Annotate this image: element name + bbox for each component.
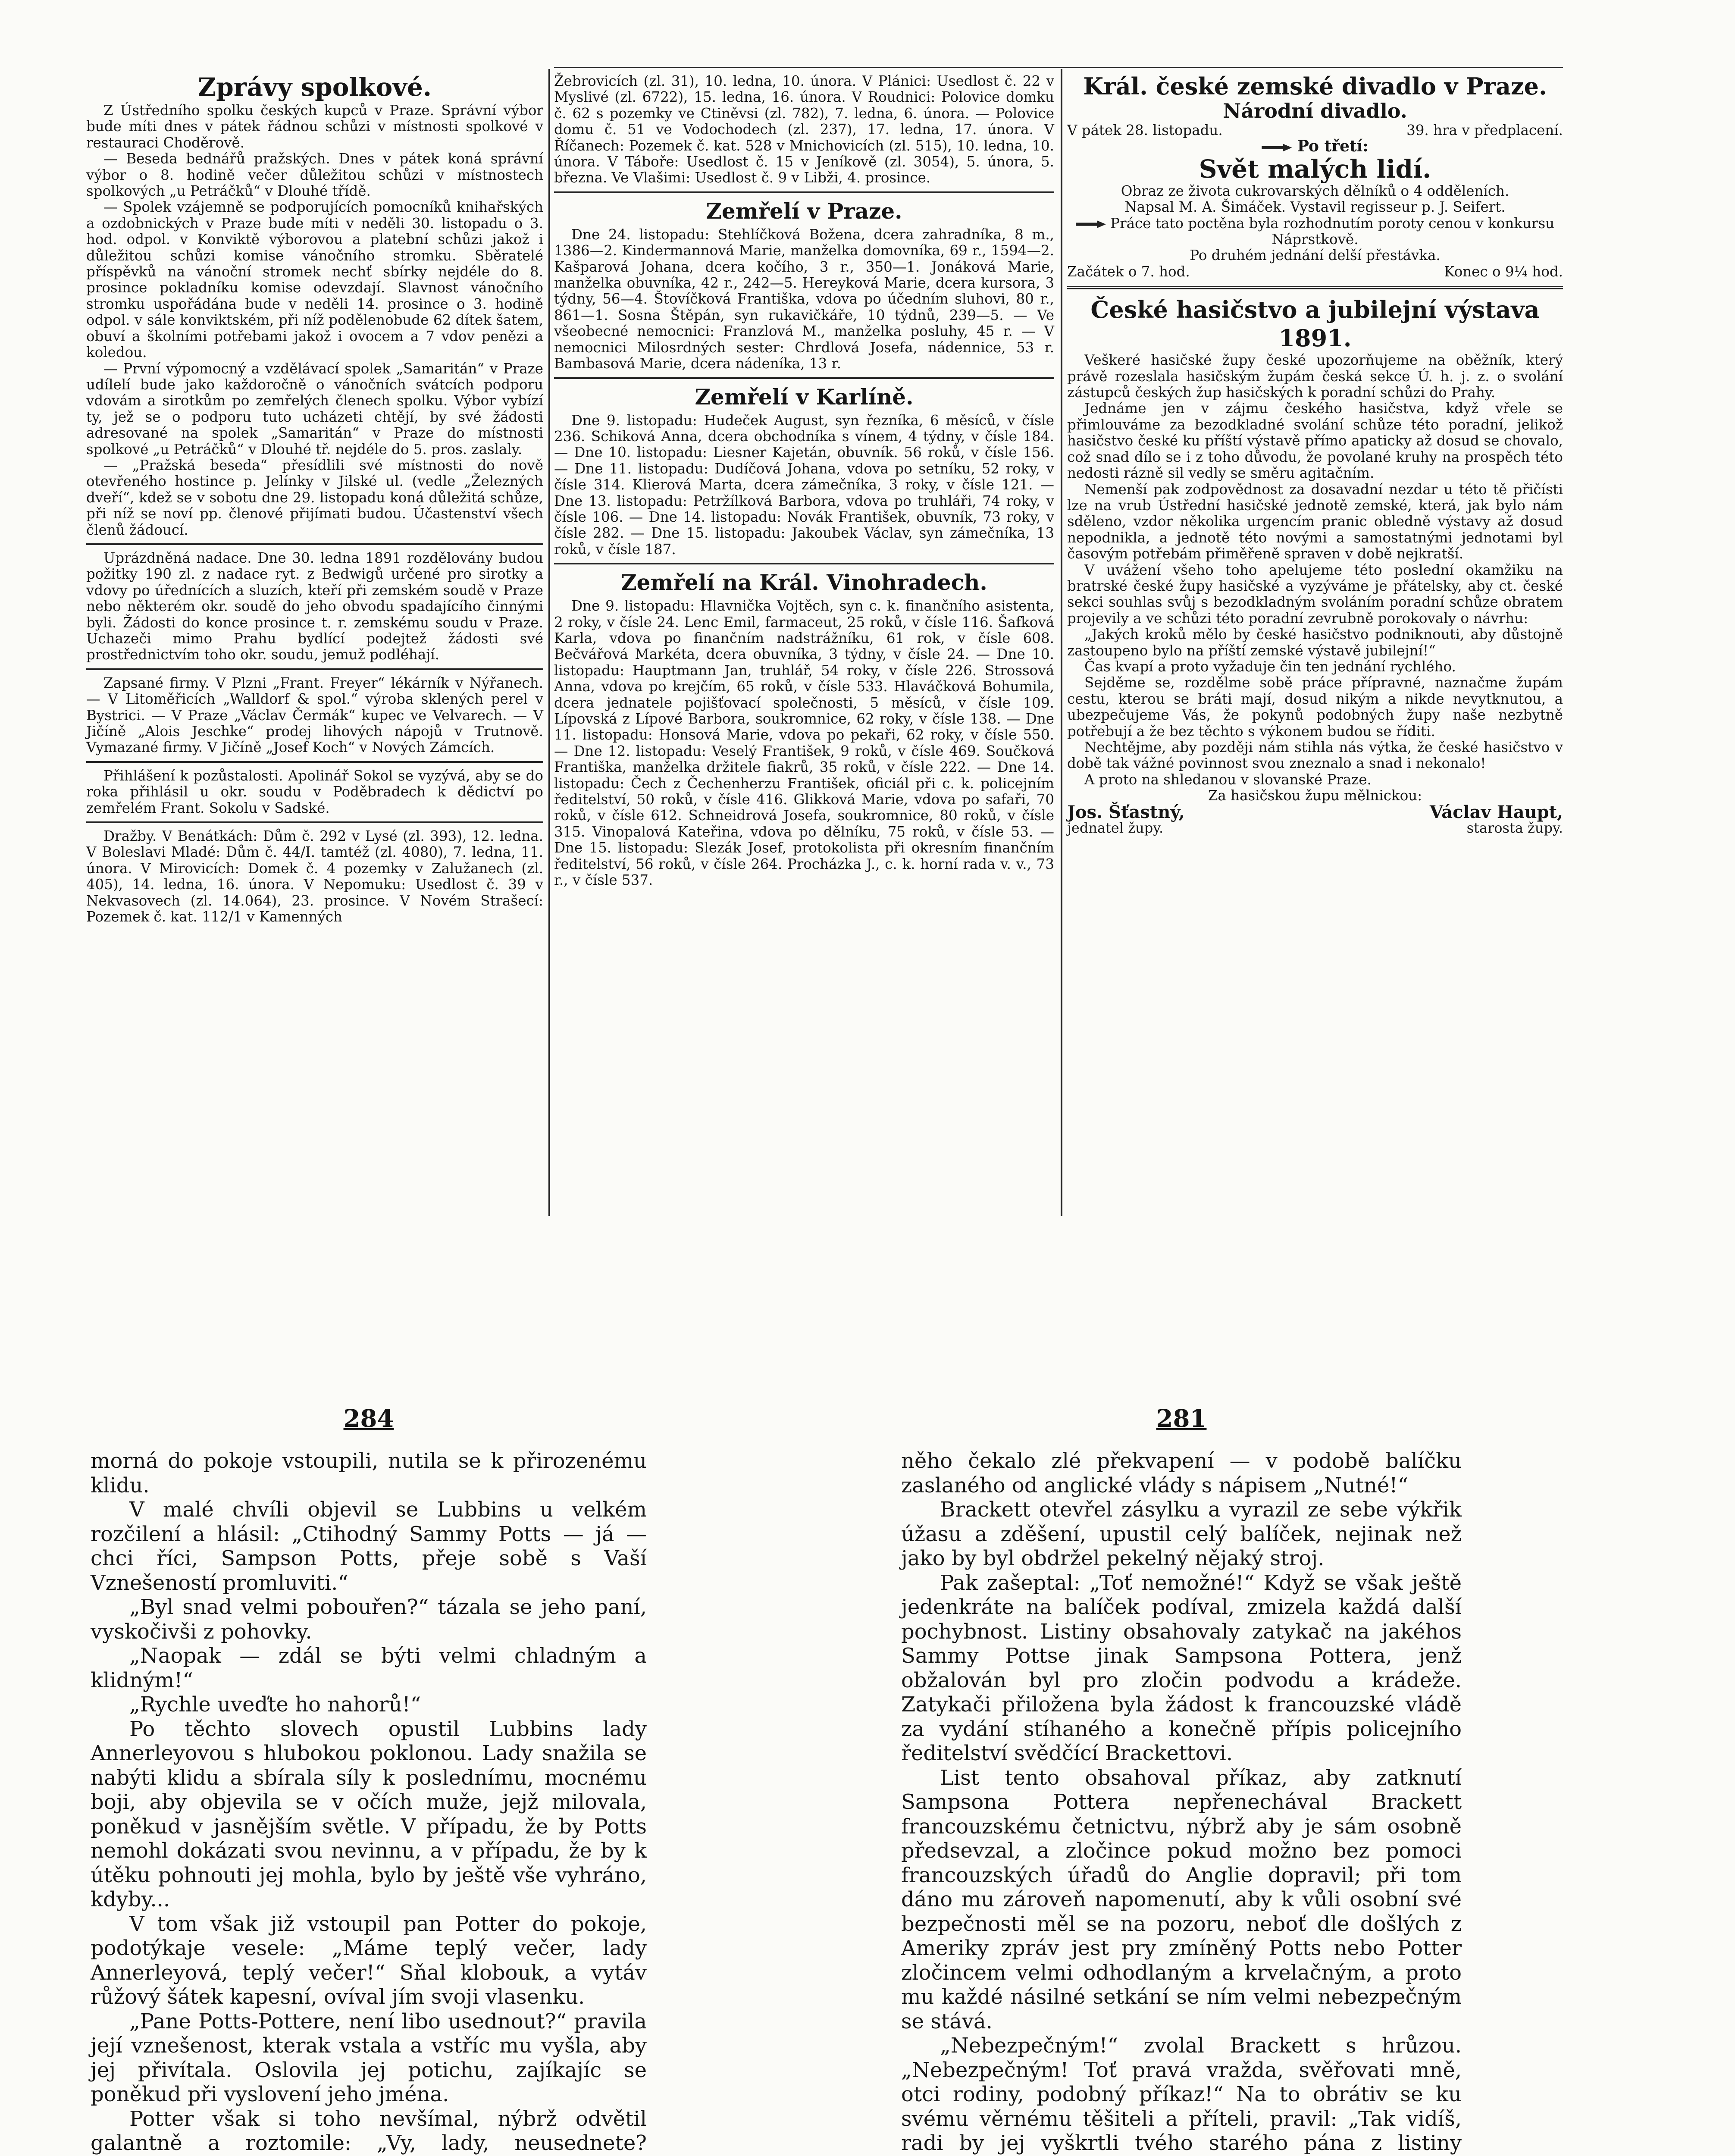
signature-role: starosta župy. <box>1466 820 1563 837</box>
heading-zemreli-karlin: Zemřelí v Karlíně. <box>695 384 914 410</box>
divider <box>86 821 543 823</box>
article-paragraph: Nemenší pak zodpovědnost za dosavadní nezdar u této tě přičísti lze na vrub Ústřední hasičské jednotě zemské, která, jak bylo nám sděleno, vzdor několika urgencím pranic obledně výstavy až dosud nepodnikla, a jednotě této novými a samostatnými jednotami byl časovým potřebám přiměřeně spraven v době nejkratší. <box>1067 481 1563 562</box>
article-paragraph: — Beseda bednářů pražských. Dnes v pátek koná správní výbor o 8. hodině večer důležitou schůzi v místnostech spolkových „u Petráčků“ v Dlouhé třídě. <box>86 150 543 200</box>
article-paragraph: Uprázdněná nadace. Dne 30. ledna 1891 rozdělovány budou požitky 190 zl. z nadace ryt. z Bedwigů určené pro sirotky a vdovy po úřednících a sluzích, kteří při zemském soudě v Praze nebo některém okr. soudě do jeho obvodu spadajícího činnými byli. Žádosti do konce prosince t. r. zemskému soudu v Praze. Uchazeči mimo Prahu bydlící podejtež žádosti své prostřednictvím toho okr. soudu, jemuž podléhají. <box>86 549 543 663</box>
theatre-subtitle: Národní divadlo. <box>1223 99 1407 122</box>
signature-name: Václav Haupt, <box>1429 802 1563 822</box>
divider <box>1067 286 1563 289</box>
start-time: Začátek o 7. hod. <box>1067 263 1190 280</box>
article-paragraph: „Jakých kroků mělo by české hasičstvo podniknouti, aby důstojně zastoupeno bylo na příští zemské výstavě jubilejní!“ <box>1067 626 1563 659</box>
page-number: 284 <box>343 1404 394 1433</box>
performance-date-row <box>1067 122 1563 138</box>
run-label: Po třetí: <box>1297 137 1369 156</box>
signatures <box>1067 804 1563 820</box>
novel-paragraph: List tento obsahoval příkaz, aby zatknutí Sampsona Pottera nepřenechával Brackett francouzskému četnictvu, nýbrž aby je sám osobně předsevzal, a zločince pokud možno bez pomoci francouzských úřadů do Anglie dopravil; při tom dáno mu zároveň napomenutí, aby k vůli osobní své bezpečnosti měl se na pozoru, neboť dle došlých z Ameriky zpráv jest pry zmíněný Potts nebo Potter zločincem velmi odhodlaným a krvelačným, a proto mu každé násilné setkání se ním velmi nebezpečným se stává. <box>901 1765 1462 2034</box>
pointing-hand-icon <box>1262 144 1292 151</box>
novel-paragraph: „Rychle uveďte ho nahorů!“ <box>129 1692 421 1717</box>
column-divider <box>1061 69 1062 1216</box>
article-paragraph: Dne 24. listopadu: Stehlíčková Božena, dcera zahradníka, 8 m., 1386—2. Kindermannová Marie, manželka domovníka, 69 r., 1594—2. Kašparová Johana, dcera kočího, 3 r., 350—1. Jonáková Marie, manželka obuvníka, 42 r., 242—5. Hereyková Marie, dcera kursora, 3 týdny, 56—4. Štovíčková Františka, vdova po účedním sluhovi, 80 r., 861—1. Sosna Štěpán, syn rukavičkáře, 10 týdnů, 239—5. — Ve všeobecné nemocnici: Franzlová M., manželka posluhy, 45 r. — V nemocnici Milosrdných sester: Chrdlová Josefa, nádennice, 53 r. Bambasová Marie, dcera nádeníka, 13 r. <box>554 226 1054 372</box>
novel-paragraph: Brackett otevřel zásylku a vyrazil ze sebe výkřik úžasu a zděšení, upustil celý balíček, nejinak než jako by byl obdržel pekelný nějaký stroj. <box>901 1498 1462 1570</box>
signature-name: Jos. Šťastný, <box>1067 802 1185 822</box>
article-paragraph: Nechtějme, aby později nám stihla nás výtka, že české hasičstvo v době tak vážné povinnost svou zneznalo a snad i nekonalo! <box>1067 739 1563 772</box>
pointing-hand-icon <box>1076 220 1106 228</box>
novel-paragraph: „Naopak — zdál se býti velmi chladným a klidným!“ <box>91 1644 647 1692</box>
play-title: Svět malých lidí. <box>1199 154 1431 184</box>
performance-date: V pátek 28. listopadu. <box>1067 122 1223 138</box>
divider <box>86 668 543 670</box>
play-award: Práce tato poctěna byla rozhodnutím poroty cenou v konkursu Náprstkově. <box>1110 215 1555 248</box>
article-paragraph: Dne 9. listopadu: Hudeček August, syn řezníka, 6 měsíců, v čísle 236. Schiková Anna, dcera obchodníka s vínem, 4 týdny, v čísle 184. — Dne 10. listopadu: Liesner Kajetán, obuvník. 56 roků, v čísle 156. — Dne 11. listopadu: Dudíčová Johana, vdova po setníku, 52 roky, v čísle 314. Klierová Marta, dcera zámečníka, 3 roky, v čísle 121. — Dne 13. listopadu: Petržílková Barbora, vdova po truhláři, 74 roky, v čísle 106. — Dne 14. listopadu: Novák František, obuvník, 73 roky, v čísle 282. — Dne 15. listopadu: Jakoubek Václav, syn zámečníka, 13 roků, v čísle 187. <box>554 412 1054 558</box>
intermission-note: Po druhém jednání delší přestávka. <box>1190 247 1441 264</box>
novel-paragraph: něho čekalo zlé překvapení — v podobě balíčku zaslaného od anglické vlády s nápisem „Nutné!“ <box>901 1449 1462 1498</box>
divider <box>86 761 543 763</box>
novel-paragraph: V tom však již vstoupil pan Potter do pokoje, podotýkaje vesele: „Máme teplý večer, lady Annerleyová, teplý večer!“ Sňal klobouk, a vytáv růžový šátek kapesní, ovíval jím svoji vlasenku. <box>91 1912 647 2009</box>
run-line <box>1067 138 1563 154</box>
divider <box>554 191 1054 193</box>
novel-page-left <box>91 1406 647 2156</box>
novel-paragraph: Pak zašeptal: „Toť nemožné!“ Když se však ještě jedenkráte na balíček podíval, zmizela každá další pochybnost. Listiny obsahovaly zatykač na jakéhos Sammy Pottse jinak Sampsona Pottera, jenž obžalován byl pro zločin podvodu a krádeže. Zatykači přiložena byla žádost k francouzské vládě za vydání stíhaného a konečně přípis policejního ředitelství svědčící Brackettovi. <box>901 1570 1462 1765</box>
article-paragraph: V uvážení všeho toho apelujeme této poslední okamžiku na bratrské české župy hasičské a vyzýváme je přátelsky, aby ct. české sekci souhlas svůj s bezodkladným svoláním poradní schůze obratem projevily a ve schůzi této poradní zevrubně porokovaly o návrhu: <box>1067 561 1563 627</box>
heading-hasicstvo: České hasičstvo a jubilejní výstava 1891. <box>1090 296 1540 352</box>
novel-paragraph: „Pane Potts-Pottere, není libo usednout?“ pravila její vznešenost, kterak vstala a vstříc mu vyšla, aby jej přivítala. Oslovila jej potichu, zajíkajíc se poněkud při vyslovení jeho jména. <box>91 2009 647 2106</box>
end-time: Konec o 9¼ hod. <box>1444 263 1563 280</box>
article-paragraph: Za hasičskou župu mělnickou: <box>1208 787 1422 804</box>
article-paragraph: Přihlášení k pozůstalosti. Apolinář Sokol se vyzývá, aby se do roka přihlásil u okr. soudu v Poděbradech k dědictví po zemřelém Frant. Sokolu v Sadské. <box>86 767 543 816</box>
novel-paragraph: „Byl snad velmi pobouřen?“ tázala se jeho paní, vyskočivši z pohovky. <box>91 1595 647 1644</box>
signature-roles <box>1067 820 1563 836</box>
column-spolkove <box>86 73 543 925</box>
signature-role: jednatel župy. <box>1067 820 1164 837</box>
article-paragraph: Veškeré hasičské župy české upozorňujeme na oběžník, který právě rozeslala hasičským župám česká sekce Ú. h. j. z. o svolání zástupců českých žup hasičských k poradní schůzi do Prahy. <box>1067 352 1563 401</box>
novel-paragraph: „Nebezpečným!“ zvolal Brackett s hrůzou. „Nebezpečným! Toť pravá vražda, svěřovati mně, otci rodiny, podobný příkaz!“ Na to obrátiv se ku svému věrnému těšiteli a příteli, pravil: „Tak vidíš, radi by jej vyškrtli tvého starého pána z listiny <box>901 2034 1462 2155</box>
article-paragraph: Jednáme jen v zájmu českého hasičstva, když vřele se přimlouváme za bezodkladné svolání schůze této poradní, jelikož hasičstvo české ku příští výstavě přímo apaticky až dosud se chovalo, což snad dílo se i z toho důvodu, že povolané kruhy na prospěch této nedosti rázně sil vedly se směru agitačním. <box>1067 400 1563 482</box>
column-zemreli <box>554 73 1054 888</box>
divider <box>554 563 1054 564</box>
article-paragraph: Dražby. V Benátkách: Dům č. 292 v Lysé (zl. 393), 12. ledna. V Boleslavi Mladé: Dům č. 44/I. tamtéž (zl. 4080), 7. ledna, 11. února. V Mirovicích: Domek č. 4 pozemky v Zalužanech (zl. 405), 14. ledna, 16. února. V Nepomuku: Usedlost č. 39 v Nekvasovech (zl. 14.064), 23. prosince. V Novém Strašecí: Pozemek č. kat. 112/1 v Kamenných <box>86 828 543 925</box>
novel-paragraph: morná do pokoje vstoupili, nutila se k přirozenému klidu. <box>91 1449 647 1498</box>
divider <box>86 543 543 545</box>
article-paragraph: Žebrovicích (zl. 31), 10. ledna, 10. února. V Plánici: Usedlost č. 22 v Myslivé (zl. 6722), 15. ledna, 16. února. V Roudnici: Polovice domku č. 62 s pozemky ve Ctiněvsi (zl. 782), 7. ledna, 6. února. — Polovice domu č. 51 ve Vodochodech (zl. 237), 17. ledna, 17. února. V Říčanech: Pozemek č. kat. 528 v Mnichovicích (zl. 515), 10. ledna, 10. února. V Táboře: Usedlost č. 15 v Jeníkově (zl. 3054), 5. února, 5. března. Ve Vlašimi: Usedlost č. 9 v Libži, 4. prosince. <box>554 73 1054 186</box>
article-paragraph: — Spolek vzájemně se podporujících pomocníků knihařských a ozdobnických v Praze bude míti v neděli 30. listopadu o 3. hod. odpol. v Konviktě výborovou a platební schůzi jakož i důležitou schůzi komise vánočního stromku. Sběratelé příspěvků na vánoční stromek nechť sbírky nejdéle do 8. prosince pokladníku komise odevzdají. Slavnost vánočního stromku uspořádána bude v neděli 14. prosince o 3. hodině odpol. v sále konviktském, při níž podělenobude 62 dítek šatem, obuví a školními potřebami jakož i ovocem a 7 vdov penězi a koledou. <box>86 199 543 361</box>
top-rule <box>554 67 1563 68</box>
column-divadlo-hasicstvo <box>1067 73 1563 836</box>
heading-zpravy-spolkove: Zprávy spolkové. <box>197 72 432 102</box>
times-row <box>1067 264 1563 280</box>
article-paragraph: Sejděme se, rozdělme sobě práce přípravné, naznačme župám cestu, kterou se bráti mají, dosud nikým a nikde nevytknutou, a ubezpečujeme Vás, že pokynů podobných župy naše nezbytně potřebují a že bez těchto s výkonem budou se říditi. <box>1067 674 1563 740</box>
novel-paragraph: V malé chvíli objevil se Lubbins u velkém rozčilení a hlásil: „Ctihodný Sammy Potts — já — chci říci, Sampson Potts, přeje sobě s Vaší Vznešeností promluviti.“ <box>91 1498 647 1595</box>
heading-zemreli-vinohrady: Zemřelí na Král. Vinohradech. <box>621 570 987 595</box>
article-paragraph: Dne 9. listopadu: Hlavnička Vojtěch, syn c. k. finančního asistenta, 2 roky, v čísle 24. Lenc Emil, farmaceut, 25 roků, v čísle 116. Šafková Karla, vdova po finančním nadstrážníku, 61 rok, v čísle 608. Bečvářová Markéta, dcera obuvníka, 3 týdny, v čísle 24. — Dne 10. listopadu: Hauptmann Jan, truhlář, 54 roky, v čísle 226. Strossová Anna, vdova po krejčím, 65 roků, v čísle 533. Hlaváčková Bohumila, dcera jednatele pojišťovací společnosti, 5 měsíců, v čísle 109. Lípovská z Lípové Barbora, soukromnice, 62 roky, v čísle 138. — Dne 11. listopadu: Honsová Marie, vdova po pekaři, 62 roky, v čísle 550. — Dne 12. listopadu: Veselý František, 9 roků, v čísle 469. Součková Františka, manželka držitele fiakrů, 35 roků, v čísle 222. — Dne 14. listopadu: Čech z Čechenherzu František, oficiál při c. k. policejním ředitelství, 50 roků, v čísle 416. Glikková Marie, vdova po safaři, 70 roků, v čísle 612. Schneidrová Josefa, soukromnice, 80 roků, v čísle 315. Vinopalová Kateřina, vdova po dělníku, 75 roků, v čísle 53. — Dne 15. listopadu: Slezák Josef, protokolista při okresním finančním ředitelství, 56 roků, v čísle 264. Procházka J., c. k. horní rada v. v., 73 r., v čísle 537. <box>554 598 1054 889</box>
play-award-line <box>1067 216 1563 248</box>
novel-page-right <box>901 1406 1462 2156</box>
novel-paragraph: Potter však si toho nevšímal, nýbrž odvětil galantně a roztomile: „Vy, lady, neusednete? <box>91 2106 647 2155</box>
article-paragraph: Čas kvapí a proto vyžaduje čin ten jednání rychlého. <box>1084 658 1456 675</box>
column-divider <box>548 69 550 1216</box>
article-paragraph: — První výpomocný a vzdělávací spolek „Samaritán“ v Praze udílelí bude jako každoročně o vánočních svátcích podporu vdovám a sirotkům po zemřelých členech spolku. Výbor vybízí ty, jež se o podporu tuto ucházeti chtějí, by své žádosti adresované na spolek „Samaritán“ v Praze do místnosti spolkové „u Petráčků“ v Dlouhé tř. nejdéle do 5. pros. zaslaly. <box>86 360 543 458</box>
heading-zemreli-praha: Zemřelí v Praze. <box>706 198 902 224</box>
article-paragraph: Z Ústředního spolku českých kupců v Praze. Správní výbor bude míti dnes v pátek řádnou schůzi v místnosti spolkové v restauraci Choděrově. <box>86 102 543 151</box>
theatre-title: Král. české zemské divadlo v Praze. <box>1083 72 1547 100</box>
divider <box>554 377 1054 379</box>
play-description: Obraz ze života cukrovarských dělníků o 4 odděleních. <box>1121 182 1510 199</box>
article-paragraph: — „Pražská beseda“ přesídlili své místnosti do nově otevřeného hostince p. Jelínky v Jilské ul. (vedle „Železných dveří“, kdež se v sobotu dne 29. listopadu koná důležitá schůze, při níž se noví pp. členové přijímati budou. Účastenství všech členů žádoucí. <box>86 457 543 538</box>
subscription-number: 39. hra v předplacení. <box>1406 122 1563 138</box>
article-paragraph: Zapsané firmy. V Plzni „Frant. Freyer“ lékárník v Nýřanech. — V Litoměřicích „Walldorf & spol.“ výroba sklených perel v Bystrici. — V Praze „Václav Čermák“ kupec ve Velvarech. — V Jičíně „Alois Jeschke“ prodej lihových nápojů v Trutnově. Vymazané firmy. V Jičíně „Josef Koch“ v Nových Zámcích. <box>86 674 543 756</box>
article-paragraph: A proto na shledanou v slovanské Praze. <box>1084 771 1372 788</box>
play-author: Napsal M. A. Šimáček. Vystavil regisseur p. J. Seifert. <box>1124 199 1506 216</box>
page-number: 281 <box>1156 1404 1207 1433</box>
novel-paragraph: Po těchto slovech opustil Lubbins lady Annerleyovou s hlubokou poklonou. Lady snažila se nabýti klidu a sbírala síly k poslednímu, mocnému boji, aby objevila se v očích muže, jejž milovala, poněkud v jasnějším světle. V případu, že by Potts nemohl dokázati svou nevinnu, a v případu, že by k útěku pohnouti jej mohla, bylo by ještě vše vyhráno, kdyby... <box>91 1717 647 1912</box>
